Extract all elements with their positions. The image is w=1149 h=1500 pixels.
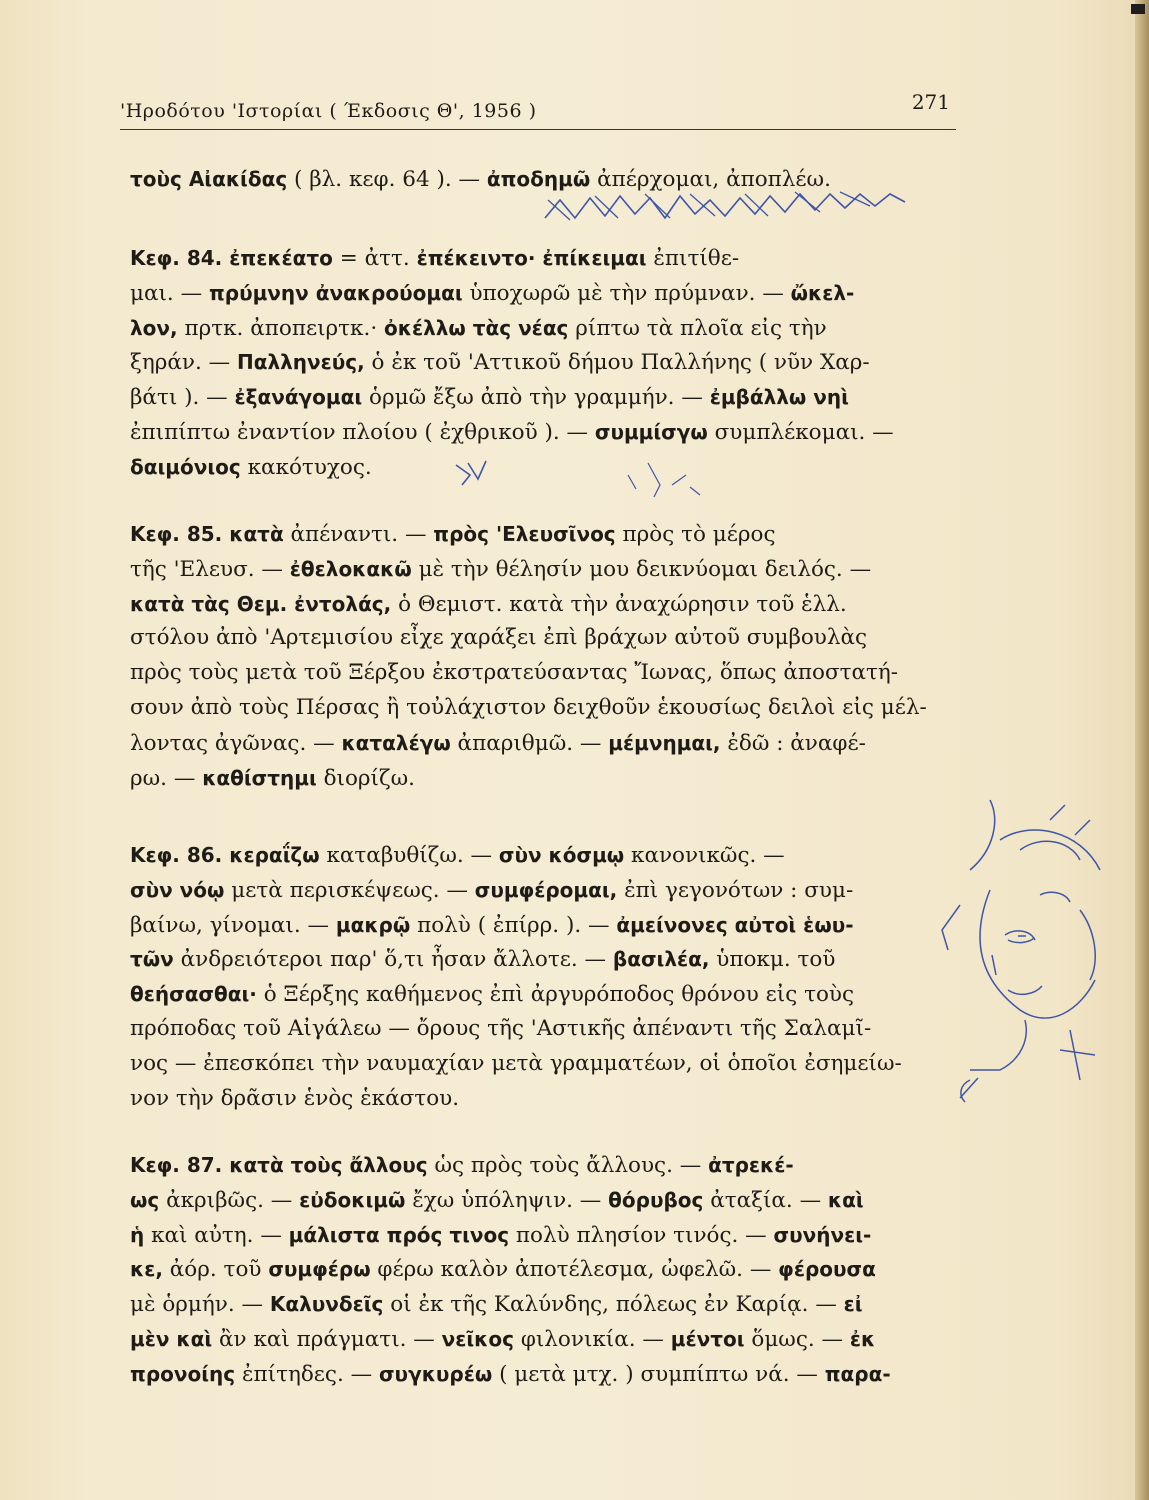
book-edge — [1135, 0, 1149, 1500]
headword: συμφέρομαι, — [474, 877, 618, 902]
gloss-text: ρίπτω τὰ πλοῖα εἰς τὴν — [568, 315, 827, 341]
headword: ἐξανάγομαι — [234, 385, 363, 410]
text-line — [130, 162, 960, 197]
gloss-text: μὲ τὴν θέλησίν μου δεικνύομαι δειλός. — — [411, 556, 872, 582]
gloss-text: φέρω καλὸν ἀποτέλεσμα, ὠφελῶ. — — [370, 1257, 779, 1283]
headword: Κεφ. 85. — [130, 522, 230, 546]
headword: μακρῷ — [335, 912, 411, 937]
headword: ἐκ — [849, 1326, 876, 1351]
text-line — [130, 345, 960, 380]
headword: κε, — [130, 1257, 163, 1282]
text-line — [130, 908, 960, 943]
text-line — [130, 838, 960, 873]
text-line — [130, 1252, 960, 1287]
gloss-text: ὡς πρὸς τοὺς ἄλλους. — — [427, 1153, 709, 1178]
gloss-text: μαι. — — [130, 280, 209, 306]
headword: τῶν — [130, 947, 174, 972]
text-line — [130, 1357, 960, 1392]
gloss-text: ὁρμῶ ἔξω ἀπὸ τὴν γραμμήν. — — [362, 385, 710, 411]
headword: προνοίης — [130, 1361, 236, 1386]
text-line — [130, 942, 960, 977]
entry-chapter-85 — [130, 517, 960, 795]
headword: βασιλέα, — [612, 947, 710, 972]
headword: συγκυρέω — [378, 1361, 493, 1386]
headword: φέρουσα — [778, 1257, 876, 1282]
text-line — [130, 726, 960, 761]
gloss-text: ἐπιπίπτω ἐναντίον πλοίου ( ἐχθρικοῦ ). — — [130, 419, 595, 445]
headword: ὀκέλλω τὰς νέας — [384, 315, 569, 340]
text-line — [130, 1218, 960, 1253]
text-line — [130, 415, 960, 450]
headword: ἐπίκειμαι — [542, 246, 647, 270]
gloss-text: σουν ἀπὸ τοὺς Πέρσας ἢ τοὐλάχιστον δειχθοῦν ἑκουσίως δειλοὶ εἰς μέλ- — [130, 694, 927, 720]
gloss-text: βάτι ). — — [130, 385, 235, 411]
text-line — [130, 1082, 960, 1117]
gloss-text: ἀκριβῶς. — — [159, 1187, 300, 1213]
gloss-text: ὑποχωρῶ μὲ τὴν πρύμναν. — — [462, 280, 791, 306]
gloss-text: τῆς 'Ελευσ. — — [130, 556, 290, 582]
text-line — [130, 1287, 960, 1322]
gloss-text: ὁ Θεμιστ. κατὰ τὴν ἀναχώρησιν τοῦ ἑλλ. — [391, 591, 847, 617]
gloss-text: νος — ἐπεσκόπει τὴν ναυμαχίαν μετὰ γραμματέων, οἱ ὁποῖοι ἐσημείω- — [130, 1050, 902, 1076]
headword: ἀποδημῶ — [486, 167, 591, 191]
gloss-text: ἀπέρχομαι, ἀποπλέω. — [590, 167, 831, 192]
headword: πρύμνην ἀνακρούομαι — [208, 280, 463, 305]
headword: εὐδοκιμῶ — [299, 1187, 406, 1212]
gloss-text: στόλου ἀπὸ 'Αρτεμισίου εἶχε χαράξει ἐπὶ βράχων αὐτοῦ συμβουλὰς — [130, 625, 868, 651]
gloss-text: πρτκ. ἀποπειρτκ.· — [177, 315, 384, 341]
gloss-text: βαίνω, γίνομαι. — — [130, 912, 336, 938]
gloss-text: ἐπίτηδες. — — [235, 1361, 379, 1387]
headword: σὺν νόῳ — [130, 877, 225, 902]
gloss-text: ὑποκμ. τοῦ — [709, 947, 836, 973]
gloss-text: ἀόρ. τοῦ — [162, 1257, 269, 1283]
headword: ἐμβάλλω νηὶ — [709, 385, 849, 410]
gloss-text: φιλονικία. — — [513, 1326, 671, 1352]
text-line — [130, 761, 960, 796]
text-line — [130, 1322, 960, 1357]
gloss-text: ( μετὰ μτχ. ) συμπίπτω νά. — — [492, 1361, 825, 1387]
corner-mark — [1131, 4, 1145, 14]
gloss-text: μὲ ὁρμήν. — — [130, 1292, 270, 1318]
page-number: 271 — [911, 90, 950, 114]
headword: συμφέρω — [268, 1257, 371, 1282]
gloss-text: ἐπιτίθε- — [646, 246, 740, 271]
gloss-text: ( βλ. κεφ. 64 ). — — [287, 167, 487, 192]
headword: κατὰ — [229, 522, 284, 546]
text-line — [130, 276, 960, 311]
headword: ἀτρεκέ- — [708, 1153, 794, 1177]
headword: ως — [130, 1187, 160, 1212]
headword: ὤκελ- — [790, 280, 855, 305]
entry-chapter-86 — [130, 838, 960, 1116]
text-line — [130, 517, 960, 552]
gloss-text: κακότυχος. — [240, 454, 372, 480]
gloss-text: ξηράν. — — [130, 350, 237, 376]
gloss-text: ἐδῶ : ἀναφέ- — [720, 730, 866, 756]
gloss-text: πολὺ πλησίον τινός. — — [509, 1222, 774, 1248]
gloss-text: ὅμως. — — [744, 1326, 850, 1352]
header-rule — [120, 129, 956, 130]
headword: μέμνημαι, — [608, 730, 721, 755]
headword: Κεφ. 87. — [130, 1153, 230, 1177]
gloss-text: ὁ Ξέρξης καθήμενος ἐπὶ ἀργυρόποδος θρόνου εἰς τοὺς — [256, 982, 855, 1008]
text-line — [130, 311, 960, 346]
text-line — [130, 380, 960, 415]
gloss-text: πρόποδας τοῦ Αἰγάλεω — ὄρους τῆς 'Αστικῆς ἀπέναντι τῆς Σαλαμῖ- — [130, 1015, 872, 1041]
headword: κεραΐζω — [229, 843, 320, 867]
text-line — [130, 1047, 960, 1082]
headword: καθίστημι — [202, 765, 317, 790]
headword: θεήσασθαι· — [130, 982, 257, 1007]
entry-chapter-84 — [130, 241, 960, 485]
gloss-text: ἀταξία. — — [703, 1187, 828, 1213]
gloss-text: ἀπέναντι. — — [283, 522, 434, 547]
headword: Παλληνεύς, — [236, 350, 365, 375]
text-line — [130, 241, 960, 276]
gloss-text: οἱ ἐκ τῆς Καλύνδης, πόλεως ἐν Καρίᾳ. — — [383, 1292, 844, 1318]
header-title: 'Ηροδότου 'Ιστορίαι ( Έκδοσις Θ', 1956 ) — [120, 100, 537, 122]
headword: παρα- — [824, 1361, 891, 1386]
headword: πρὸς 'Ελευσῖνος — [433, 522, 616, 546]
headword: Κεφ. 86. — [130, 843, 230, 867]
gloss-text: ρω. — — [130, 765, 203, 791]
gloss-text: διορίζω. — [316, 765, 416, 791]
text-line — [130, 873, 960, 908]
entry-chapter-87 — [130, 1148, 960, 1392]
headword: συμμίσγω — [594, 419, 708, 444]
text-line — [130, 621, 960, 656]
headword: ἐθελοκακῶ — [289, 556, 412, 581]
headword: σὺν κόσμῳ — [498, 843, 625, 867]
text-line — [130, 552, 960, 587]
text-line — [130, 587, 960, 622]
gloss-text: πολὺ ( ἐπίρρ. ). — — [410, 912, 617, 938]
gloss-text: ἂν καὶ πράγματι. — — [212, 1326, 442, 1352]
headword: καὶ — [827, 1187, 864, 1212]
headword: Κεφ. 84. — [130, 246, 230, 270]
gloss-text: καταβυθίζω. — — [319, 843, 499, 868]
headword: ἐπέκειντο· — [416, 246, 536, 270]
headword: θόρυβος — [608, 1187, 704, 1212]
gloss-text: ἀνδρειότεροι παρ' ὅ,τι ἦσαν ἄλλοτε. — — [173, 947, 613, 973]
text-line — [130, 1148, 960, 1183]
gloss-text: ἐπὶ γεγονότων : συμ- — [617, 877, 854, 903]
gloss-text: ἔχω ὑπόληψιν. — — [405, 1187, 609, 1213]
headword: νεῖκος — [441, 1326, 514, 1351]
text-line — [130, 656, 960, 691]
entry-intro — [130, 162, 960, 197]
text-line — [130, 1012, 960, 1047]
gloss-text: ἀπαριθμῶ. — — [450, 730, 609, 756]
gloss-text: συμπλέκομαι. — — [707, 419, 894, 445]
headword: εἰ — [843, 1292, 863, 1317]
running-header — [120, 92, 950, 132]
headword: Καλυνδεῖς — [269, 1292, 384, 1317]
headword: κατὰ τὰς Θεμ. ἐντολάς, — [130, 591, 392, 616]
text-line — [130, 691, 960, 726]
gloss-text: πρὸς τὸ μέρος — [615, 522, 776, 547]
gloss-text: = ἀττ. — [332, 246, 417, 271]
headword: ἀμείνονες αὐτοὶ ἑωυ- — [616, 912, 854, 937]
headword: δαιμόνιος — [130, 454, 241, 479]
text-line — [130, 1183, 960, 1218]
headword: συνήνει- — [773, 1222, 872, 1247]
text-line — [130, 977, 960, 1012]
gloss-text: ὁ ἐκ τοῦ 'Αττικοῦ δήμου Παλλήνης ( νῦν Χαρ- — [364, 350, 870, 376]
headword: κατὰ τοὺς ἄλλους — [229, 1153, 428, 1177]
headword: μέντοι — [670, 1326, 745, 1351]
headword: ἡ — [130, 1222, 145, 1247]
headword: λον, — [130, 315, 178, 340]
gloss-text: πρὸς τοὺς μετὰ τοῦ Ξέρξου ἐκστρατεύσαντας Ἴωνας, ὅπως ἀποστατή- — [130, 660, 899, 686]
headword: τοὺς Αἰακίδας — [130, 167, 288, 191]
headword: μὲν καὶ — [130, 1326, 213, 1351]
headword: ἐπεκέατο — [229, 246, 333, 270]
headword: καταλέγω — [341, 730, 451, 755]
headword: μάλιστα πρός τινος — [288, 1222, 510, 1247]
gloss-text: μετὰ περισκέψεως. — — [224, 877, 475, 903]
gloss-text: νον τὴν δρᾶσιν ἑνὸς ἑκάστου. — [130, 1085, 460, 1111]
gloss-text: καὶ αὐτη. — — [144, 1222, 289, 1248]
gloss-text: λοντας ἀγῶνας. — — [130, 730, 342, 756]
text-line — [130, 450, 960, 485]
gloss-text: κανονικῶς. — — [624, 843, 785, 868]
